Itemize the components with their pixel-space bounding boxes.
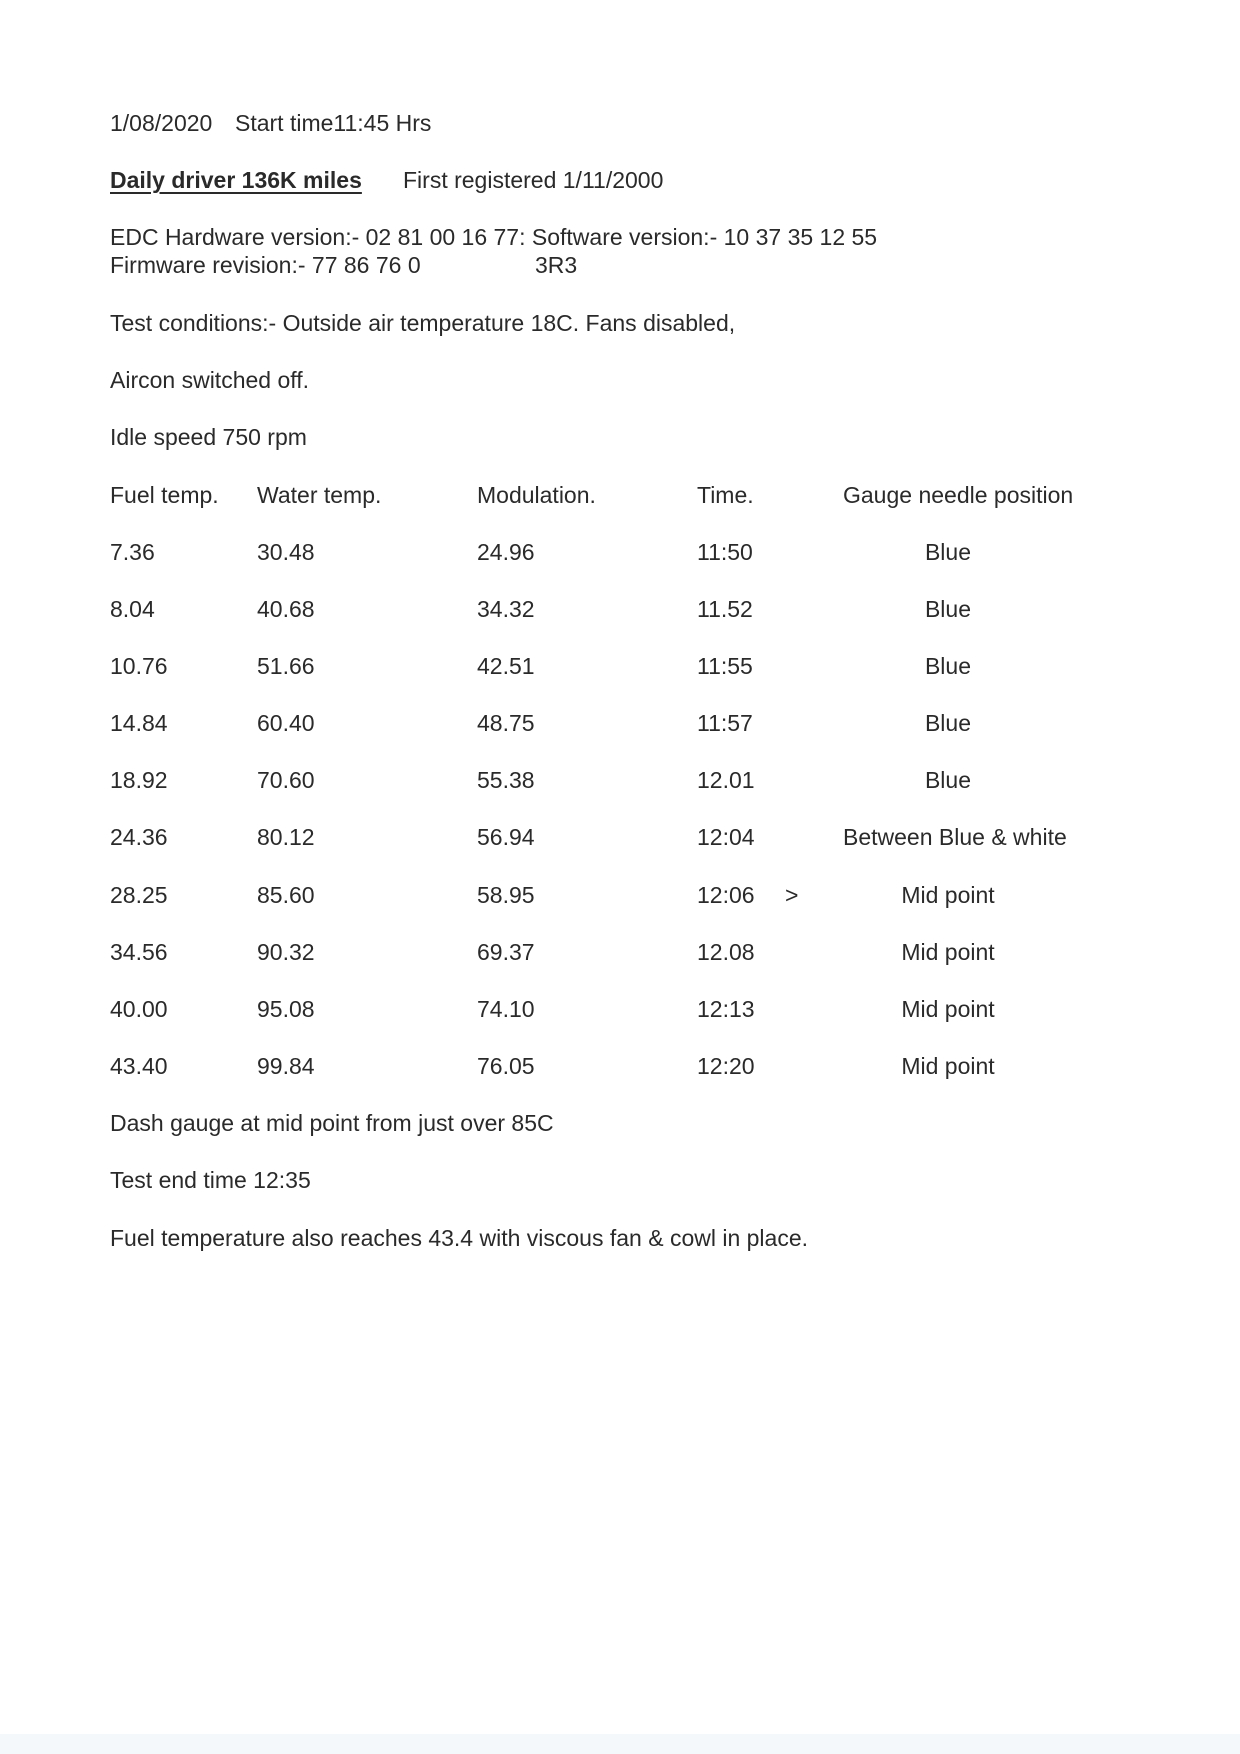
cell-fuel-temp: 10.76: [110, 653, 168, 679]
cell-time: 11.52: [697, 596, 753, 622]
cell-gauge-position: Mid point: [901, 882, 995, 908]
cell-time: 12.01: [697, 767, 755, 793]
cell-water-temp: 99.84: [257, 1053, 315, 1079]
header-water-temp: Water temp.: [257, 482, 382, 508]
cell-modulation: 56.94: [477, 824, 535, 850]
firmware-line: Firmware revision:- 77 86 76 0: [110, 252, 421, 278]
test-end-time: Test end time 12:35: [110, 1167, 311, 1193]
header-fuel-temp: Fuel temp.: [110, 482, 219, 508]
cell-fuel-temp: 8.04: [110, 596, 155, 622]
cell-gauge-position: Blue: [924, 710, 972, 736]
cell-modulation: 74.10: [477, 996, 535, 1022]
edc-hardware-line: EDC Hardware version:- 02 81 00 16 77: Software version:- 10 37 35 12 55: [110, 224, 878, 250]
test-date: 1/08/2020: [110, 110, 213, 136]
header-gauge-position: Gauge needle position: [843, 482, 1074, 508]
cell-gauge-position: Blue: [924, 596, 972, 622]
aircon-note: Aircon switched off.: [110, 367, 310, 393]
cell-modulation: 24.96: [477, 539, 535, 565]
cell-gauge-position: Mid point: [901, 996, 995, 1022]
cell-water-temp: 60.40: [257, 710, 315, 736]
cell-fuel-temp: 40.00: [110, 996, 168, 1022]
cell-water-temp: 85.60: [257, 882, 315, 908]
cell-time: 12.08: [697, 939, 755, 965]
cell-modulation: 48.75: [477, 710, 535, 736]
cell-water-temp: 90.32: [257, 939, 315, 965]
cell-fuel-temp: 24.36: [110, 824, 168, 850]
firmware-code: 3R3: [535, 252, 578, 278]
header-modulation: Modulation.: [477, 482, 596, 508]
cell-modulation: 42.51: [477, 653, 535, 679]
cell-fuel-temp: 18.92: [110, 767, 168, 793]
start-time: Start time11:45 Hrs: [235, 110, 432, 136]
first-registered: First registered 1/11/2000: [403, 167, 664, 193]
cell-time: 11:55: [697, 653, 753, 679]
cell-marker: >: [785, 882, 799, 908]
cell-modulation: 34.32: [477, 596, 535, 622]
fuel-temperature-note: Fuel temperature also reaches 43.4 with viscous fan & cowl in place.: [110, 1225, 809, 1251]
cell-gauge-position: Mid point: [901, 1053, 995, 1079]
cell-water-temp: 30.48: [257, 539, 315, 565]
cell-time: 12:04: [697, 824, 755, 850]
cell-modulation: 76.05: [477, 1053, 535, 1079]
cell-fuel-temp: 28.25: [110, 882, 168, 908]
cell-water-temp: 95.08: [257, 996, 315, 1022]
cell-fuel-temp: 7.36: [110, 539, 155, 565]
cell-water-temp: 51.66: [257, 653, 315, 679]
cell-fuel-temp: 14.84: [110, 710, 168, 736]
cell-water-temp: 80.12: [257, 824, 315, 850]
cell-time: 11:57: [697, 710, 753, 736]
cell-gauge-position: Blue: [924, 539, 972, 565]
cell-gauge-position: Between Blue & white: [843, 824, 1067, 850]
cell-water-temp: 40.68: [257, 596, 315, 622]
cell-gauge-position: Mid point: [901, 939, 995, 965]
cell-time: 11:50: [697, 539, 753, 565]
cell-fuel-temp: 43.40: [110, 1053, 168, 1079]
dash-gauge-note: Dash gauge at mid point from just over 85C: [110, 1110, 554, 1136]
cell-fuel-temp: 34.56: [110, 939, 168, 965]
cell-water-temp: 70.60: [257, 767, 315, 793]
header-time: Time.: [697, 482, 754, 508]
cell-time: 12:20: [697, 1053, 755, 1079]
test-conditions: Test conditions:- Outside air temperature 18C. Fans disabled,: [110, 310, 736, 336]
scan-bottom-edge: [0, 1734, 1240, 1754]
idle-speed: Idle speed 750 rpm: [110, 424, 307, 450]
vehicle-title: Daily driver 136K miles: [110, 167, 362, 193]
cell-modulation: 55.38: [477, 767, 535, 793]
cell-gauge-position: Blue: [924, 653, 972, 679]
cell-time: 12:13: [697, 996, 755, 1022]
cell-time: 12:06: [697, 882, 755, 908]
cell-gauge-position: Blue: [924, 767, 972, 793]
cell-modulation: 69.37: [477, 939, 535, 965]
cell-modulation: 58.95: [477, 882, 535, 908]
